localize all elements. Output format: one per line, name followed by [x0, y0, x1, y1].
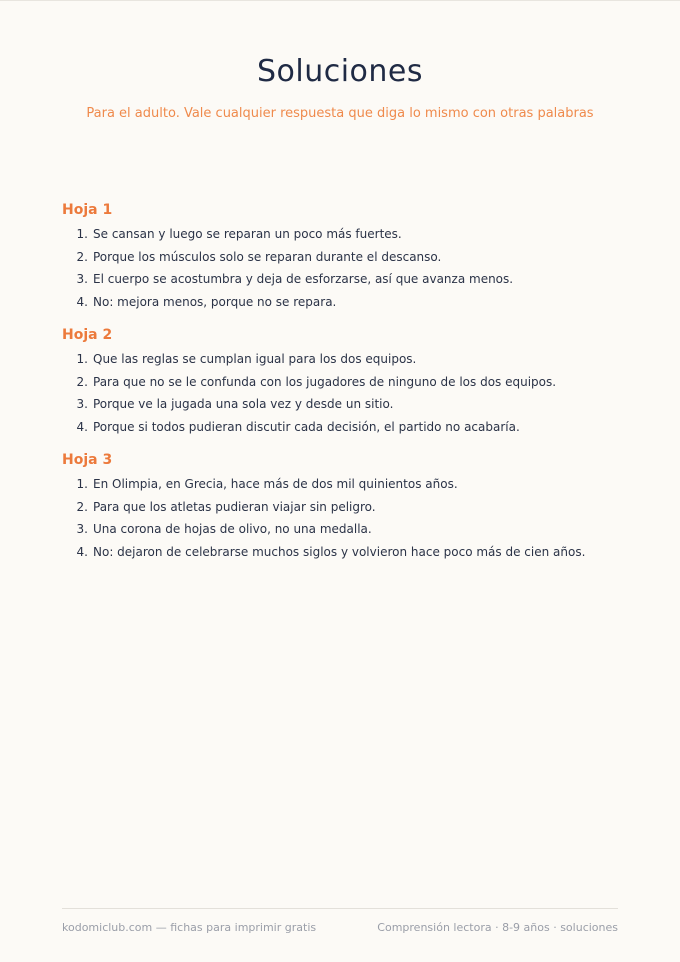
- section-hoja-2: [62, 326, 642, 438]
- answer-text: Que las reglas se cumplan igual para los dos equipos.: [93, 352, 417, 366]
- answer-number: 4.: [76, 419, 88, 434]
- footer-site: kodomiclub.com — fichas para imprimir gratis: [62, 921, 317, 934]
- answer-text: Porque ve la jugada una sola vez y desde un sitio.: [93, 397, 394, 412]
- answer-number: 3.: [76, 272, 88, 287]
- answer-text: Una corona de hojas de olivo, no una medalla.: [93, 522, 372, 537]
- section-heading: Hoja 1: [62, 202, 113, 218]
- answer-item: [62, 518, 642, 541]
- section-heading: Hoja 2: [62, 327, 113, 343]
- answer-item: [62, 496, 642, 519]
- answer-number: 1.: [76, 227, 88, 241]
- answer-list: [62, 348, 642, 438]
- answer-item: [62, 348, 642, 371]
- answer-number: 4.: [76, 294, 88, 309]
- answer-item: [62, 223, 642, 246]
- section-hoja-3: [62, 451, 642, 563]
- answer-text: El cuerpo se acostumbra y deja de esforzarse, así que avanza menos.: [93, 272, 514, 287]
- answer-number: 3.: [76, 397, 88, 412]
- answer-text: Porque si todos pudieran discutir cada decisión, el partido no acabaría.: [93, 419, 520, 434]
- answer-item: [62, 393, 642, 416]
- answer-list: [62, 473, 642, 563]
- answer-number: 4.: [76, 544, 88, 559]
- page-subtitle: Para el adulto. Vale cualquier respuesta que diga lo mismo con otras palabras: [86, 106, 594, 121]
- answer-text: No: mejora menos, porque no se repara.: [93, 294, 337, 309]
- answer-number: 2.: [76, 499, 88, 514]
- answer-text: Para que no se le confunda con los jugadores de ninguno de los dos equipos.: [93, 374, 557, 389]
- section-hoja-1: [62, 201, 642, 313]
- answer-item: [62, 541, 642, 564]
- answer-item: [62, 268, 642, 291]
- answer-number: 1.: [76, 477, 88, 491]
- answer-text: No: dejaron de celebrarse muchos siglos y volvieron hace poco más de cien años.: [93, 544, 586, 559]
- answer-item: [62, 291, 642, 314]
- answer-item: [62, 371, 642, 394]
- answer-number: 2.: [76, 249, 88, 264]
- answer-number: 1.: [76, 352, 88, 366]
- answer-text: Porque los músculos solo se reparan durante el descanso.: [93, 249, 442, 264]
- answer-number: 2.: [76, 374, 88, 389]
- answer-text: En Olimpia, en Grecia, hace más de dos mil quinientos años.: [93, 477, 458, 491]
- answer-text: Para que los atletas pudieran viajar sin peligro.: [93, 499, 376, 514]
- answer-list: [62, 223, 642, 313]
- answer-item: [62, 246, 642, 269]
- footer-info: Comprensión lectora · 8-9 años · soluciones: [377, 921, 618, 934]
- section-heading: Hoja 3: [62, 452, 113, 468]
- footer-divider: [62, 908, 618, 909]
- answer-item: [62, 416, 642, 439]
- page-title: Soluciones: [256, 54, 424, 89]
- answer-text: Se cansan y luego se reparan un poco más fuertes.: [93, 227, 402, 241]
- answer-number: 3.: [76, 522, 88, 537]
- answer-item: [62, 473, 642, 496]
